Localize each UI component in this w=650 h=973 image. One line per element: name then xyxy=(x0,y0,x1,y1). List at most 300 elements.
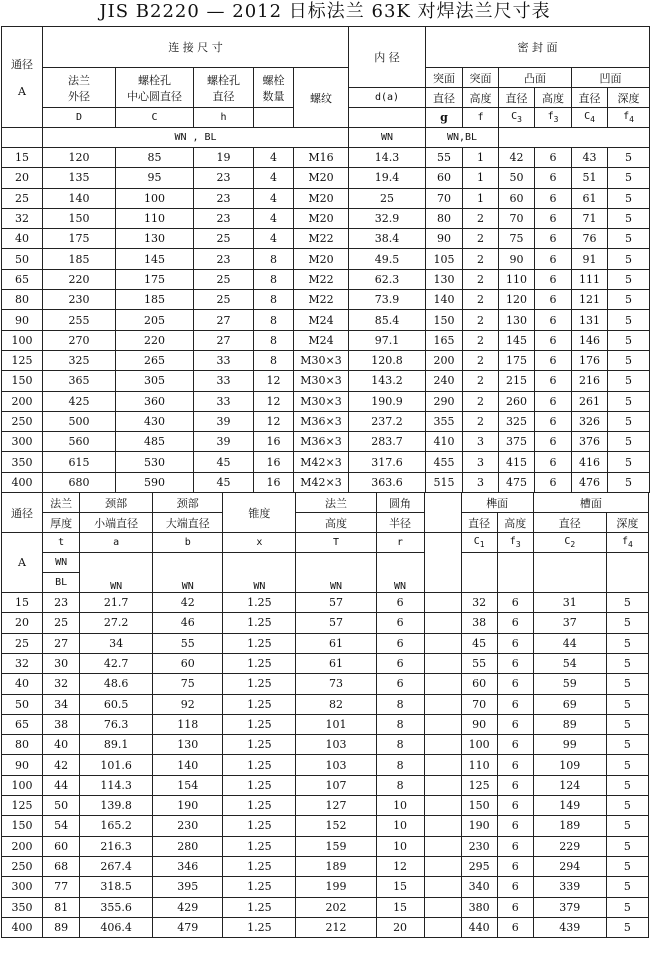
table-cell: 159 xyxy=(296,836,376,856)
t2-header-neck-small-sym: a xyxy=(80,533,153,553)
header-thread: 螺纹 xyxy=(294,68,349,128)
table-cell: 6 xyxy=(535,168,572,188)
table-cell: 145 xyxy=(116,249,194,269)
table-cell: 6 xyxy=(535,249,572,269)
table-cell: 10 xyxy=(376,836,424,856)
table-cell: 68 xyxy=(43,856,80,876)
table-cell: 60 xyxy=(153,653,223,673)
table-cell: 202 xyxy=(296,897,376,917)
table-cell: 20 xyxy=(2,168,43,188)
table-cell: 4 xyxy=(254,229,294,249)
table-cell: 290 xyxy=(426,391,463,411)
table-cell: 317.6 xyxy=(349,452,426,472)
t2-header-taper: 锥度 xyxy=(223,493,296,533)
t2-header-neck-large: 颈部 xyxy=(153,493,223,513)
table-cell: 154 xyxy=(153,775,223,795)
table-cell: 2 xyxy=(463,290,499,310)
table2-body xyxy=(2,593,649,938)
table-cell: 46 xyxy=(153,613,223,633)
table-row xyxy=(2,694,649,714)
table-cell: 6 xyxy=(497,735,533,755)
t2-header-blank4 xyxy=(606,553,648,593)
page-title: JIS B2220 — 2012 日标法兰 63K 对焊法兰尺寸表 xyxy=(99,1,551,22)
table-cell: 12 xyxy=(254,411,294,431)
table-cell: 77 xyxy=(43,877,80,897)
t2-header-thick: 法兰 xyxy=(43,493,80,513)
table-cell: 81 xyxy=(43,897,80,917)
table-cell: 57 xyxy=(296,613,376,633)
table-cell: 2 xyxy=(463,391,499,411)
table-cell: 5 xyxy=(606,836,648,856)
t2-header-radius-sym: r xyxy=(376,533,424,553)
table-cell: 27 xyxy=(194,330,254,350)
neck-dimensions-table xyxy=(1,492,649,938)
table-cell: 280 xyxy=(153,836,223,856)
table-cell: 515 xyxy=(426,472,463,492)
table-gap-cell xyxy=(424,816,461,836)
table-cell: 60 xyxy=(43,836,80,856)
table-cell: 16 xyxy=(254,452,294,472)
table-row xyxy=(2,653,649,673)
table-row xyxy=(2,877,649,897)
t2-header-neck-large2: 大端直径 xyxy=(153,513,223,533)
table-cell: 200 xyxy=(2,836,43,856)
table-cell: 33 xyxy=(194,350,254,370)
table-cell: 2 xyxy=(463,229,499,249)
table-row xyxy=(2,249,650,269)
table-cell: 350 xyxy=(2,897,43,917)
table-cell: 1.25 xyxy=(223,775,296,795)
table-cell: 237.2 xyxy=(349,411,426,431)
table-cell: 19 xyxy=(194,148,254,168)
table-cell: 6 xyxy=(535,310,572,330)
table-cell: 4 xyxy=(254,168,294,188)
table-cell: 2 xyxy=(463,371,499,391)
table-cell: 70 xyxy=(499,208,535,228)
table-cell: 3 xyxy=(463,472,499,492)
t2-header-blank1 xyxy=(461,553,497,593)
table-row xyxy=(2,148,650,168)
table-cell: 363.6 xyxy=(349,472,426,492)
table-cell: 140 xyxy=(153,755,223,775)
table-cell: 1.25 xyxy=(223,917,296,937)
header-wnbl2: WN,BL xyxy=(426,128,499,148)
table-cell: 400 xyxy=(2,917,43,937)
table-cell: 2 xyxy=(463,330,499,350)
table-cell: M24 xyxy=(294,330,349,350)
table-cell: 415 xyxy=(499,452,535,472)
table-cell: 615 xyxy=(43,452,116,472)
table-cell: 34 xyxy=(43,694,80,714)
t2-header-thick-wn: WN xyxy=(43,553,80,573)
table-cell: 50 xyxy=(43,796,80,816)
table-cell: 1.25 xyxy=(223,816,296,836)
table-cell: M20 xyxy=(294,208,349,228)
t2-header-f3: $f_3$ xyxy=(497,533,533,553)
table-gap-cell xyxy=(424,714,461,734)
table-cell: 5 xyxy=(608,432,650,452)
table-cell: 175 xyxy=(43,229,116,249)
table-row xyxy=(2,411,650,431)
table-cell: 5 xyxy=(608,188,650,208)
table-cell: 190 xyxy=(461,816,497,836)
table-cell: 111 xyxy=(572,269,608,289)
table-cell: 6 xyxy=(535,290,572,310)
table-gap-cell xyxy=(424,633,461,653)
table-cell: 479 xyxy=(153,917,223,937)
table-cell: 185 xyxy=(43,249,116,269)
table-cell: 25 xyxy=(194,269,254,289)
table-cell: 295 xyxy=(461,856,497,876)
table-cell: 1.25 xyxy=(223,674,296,694)
t2-header-tongue-ht: 高度 xyxy=(497,513,533,533)
table-cell: 55 xyxy=(426,148,463,168)
t2-header-thick-bl: BL xyxy=(43,573,80,593)
table-cell: 429 xyxy=(153,897,223,917)
table-cell: 51 xyxy=(572,168,608,188)
table-cell: 5 xyxy=(608,168,650,188)
table-cell: 105 xyxy=(426,249,463,269)
t2-header-thick2: 厚度 xyxy=(43,513,80,533)
table-cell: M20 xyxy=(294,168,349,188)
table-cell: 10 xyxy=(376,796,424,816)
table-cell: 75 xyxy=(153,674,223,694)
table-cell: M24 xyxy=(294,310,349,330)
table-cell: 8 xyxy=(254,350,294,370)
table-cell: 250 xyxy=(2,856,43,876)
table-row xyxy=(2,472,650,492)
header-dn: 通径 A xyxy=(2,27,43,128)
table-cell: 44 xyxy=(533,633,606,653)
table-cell: 475 xyxy=(499,472,535,492)
table-cell: 49.5 xyxy=(349,249,426,269)
table-row xyxy=(2,796,649,816)
table-cell: 5 xyxy=(606,755,648,775)
table-row xyxy=(2,350,650,370)
table-cell: 5 xyxy=(606,877,648,897)
table-cell: M36×3 xyxy=(294,411,349,431)
table-cell: 76 xyxy=(572,229,608,249)
table-cell: 45 xyxy=(461,633,497,653)
t2-header-taper-sym: x xyxy=(223,533,296,553)
table-cell: 125 xyxy=(2,796,43,816)
table-cell: 2 xyxy=(463,310,499,330)
table-cell: 5 xyxy=(608,249,650,269)
table-cell: 62.3 xyxy=(349,269,426,289)
table-cell: 6 xyxy=(535,371,572,391)
table-cell: 21.7 xyxy=(80,593,153,613)
table-cell: 150 xyxy=(2,816,43,836)
table-cell: 230 xyxy=(43,290,116,310)
table-cell: 12 xyxy=(254,371,294,391)
table-cell: 75 xyxy=(499,229,535,249)
table-cell: 5 xyxy=(606,613,648,633)
table-cell: 139.8 xyxy=(80,796,153,816)
table-cell: 124 xyxy=(533,775,606,795)
table-cell: 455 xyxy=(426,452,463,472)
table-cell: 265 xyxy=(116,350,194,370)
table-cell: 6 xyxy=(535,330,572,350)
table-cell: 350 xyxy=(2,452,43,472)
header-f4: $f_4$ xyxy=(608,108,650,128)
table-cell: 25 xyxy=(2,633,43,653)
table-cell: 340 xyxy=(461,877,497,897)
table-cell: 55 xyxy=(461,653,497,673)
table-cell: 130 xyxy=(153,735,223,755)
table-cell: 590 xyxy=(116,472,194,492)
table-cell: 16 xyxy=(254,472,294,492)
table-cell: 5 xyxy=(608,148,650,168)
table-cell: 8 xyxy=(376,714,424,734)
table-cell: 103 xyxy=(296,735,376,755)
table-cell: 185 xyxy=(116,290,194,310)
table-cell: 6 xyxy=(535,269,572,289)
table1-body xyxy=(2,148,650,493)
table-row xyxy=(2,371,650,391)
table-cell: 215 xyxy=(499,371,535,391)
table-cell: 5 xyxy=(608,310,650,330)
table-cell: 5 xyxy=(608,229,650,249)
table-cell: 8 xyxy=(254,330,294,350)
table-cell: 125 xyxy=(461,775,497,795)
table-cell: 45 xyxy=(194,452,254,472)
table-cell: 14.3 xyxy=(349,148,426,168)
table-cell: 5 xyxy=(606,796,648,816)
table-cell: 23 xyxy=(194,249,254,269)
table-cell: 31 xyxy=(533,593,606,613)
table-cell: 1.25 xyxy=(223,735,296,755)
table-cell: 32 xyxy=(2,653,43,673)
t2-header-height: 法兰 xyxy=(296,493,376,513)
table-cell: 39 xyxy=(194,411,254,431)
table-row xyxy=(2,432,650,452)
header-wnbl: WN , BL xyxy=(43,128,349,148)
table-cell: 2 xyxy=(463,208,499,228)
table-cell: 57 xyxy=(296,593,376,613)
table-row xyxy=(2,836,649,856)
table-cell: 143.2 xyxy=(349,371,426,391)
table-cell: 270 xyxy=(43,330,116,350)
table-row xyxy=(2,897,649,917)
header-c4: $C_4$ xyxy=(572,108,608,128)
header-hole: 螺栓孔 直径 xyxy=(194,68,254,108)
table-cell: M42×3 xyxy=(294,472,349,492)
table-row xyxy=(2,674,649,694)
table-cell: 440 xyxy=(461,917,497,937)
table-cell: 12 xyxy=(376,856,424,876)
table-cell: 6 xyxy=(497,917,533,937)
table-cell: 6 xyxy=(535,411,572,431)
table-cell: 261 xyxy=(572,391,608,411)
table-cell: 8 xyxy=(376,775,424,795)
table-cell: 365 xyxy=(43,371,116,391)
header-rf-dia: 突面 xyxy=(426,68,463,88)
table-gap-cell xyxy=(424,674,461,694)
table-cell: 1.25 xyxy=(223,796,296,816)
table-gap-cell xyxy=(424,755,461,775)
table-cell: 325 xyxy=(43,350,116,370)
table-cell: 60.5 xyxy=(80,694,153,714)
table-cell: 318.5 xyxy=(80,877,153,897)
table-cell: 85.4 xyxy=(349,310,426,330)
table-cell: 145 xyxy=(499,330,535,350)
table-cell: 5 xyxy=(606,775,648,795)
table-cell: 267.4 xyxy=(80,856,153,876)
header-f3: $f_3$ xyxy=(535,108,572,128)
t2-header-radius2: 半径 xyxy=(376,513,424,533)
table-cell: 439 xyxy=(533,917,606,937)
table-cell: M20 xyxy=(294,249,349,269)
table-cell: 1.25 xyxy=(223,755,296,775)
table-cell: 6 xyxy=(376,613,424,633)
table-cell: 121 xyxy=(572,290,608,310)
table-cell: 54 xyxy=(43,816,80,836)
header-bolt-sym xyxy=(254,108,294,128)
table-cell: 6 xyxy=(376,633,424,653)
table-cell: 61 xyxy=(296,653,376,673)
table-cell: M30×3 xyxy=(294,371,349,391)
table-cell: 1.25 xyxy=(223,653,296,673)
table-cell: 27 xyxy=(43,633,80,653)
header-pcd: 螺栓孔 中心圆直径 xyxy=(116,68,194,108)
table-cell: 6 xyxy=(535,391,572,411)
table-cell: 325 xyxy=(499,411,535,431)
table-cell: 1.25 xyxy=(223,633,296,653)
table-cell: 5 xyxy=(608,472,650,492)
table-cell: 101 xyxy=(296,714,376,734)
table-cell: 5 xyxy=(606,593,648,613)
t2-header-groove-depth: 深度 xyxy=(606,513,648,533)
t2-header-groove-dia: 直径 xyxy=(533,513,606,533)
table-cell: 110 xyxy=(461,755,497,775)
table-cell: 6 xyxy=(497,694,533,714)
table-cell: 70 xyxy=(461,694,497,714)
header-wn: WN xyxy=(349,128,426,148)
t2-header-blank2 xyxy=(497,553,533,593)
table-cell: 100 xyxy=(2,775,43,795)
table-cell: 15 xyxy=(2,148,43,168)
table-row xyxy=(2,391,650,411)
table-cell: 50 xyxy=(2,249,43,269)
table-cell: 38 xyxy=(461,613,497,633)
table-cell: 146 xyxy=(572,330,608,350)
table-row xyxy=(2,714,649,734)
table-cell: 220 xyxy=(43,269,116,289)
t2-header-dn-sym: A xyxy=(2,533,43,593)
table-row xyxy=(2,856,649,876)
table-gap-cell xyxy=(424,897,461,917)
table-cell: 260 xyxy=(499,391,535,411)
table-cell: 38.4 xyxy=(349,229,426,249)
table-cell: 205 xyxy=(116,310,194,330)
table-cell: 6 xyxy=(376,674,424,694)
table-cell: 85 xyxy=(116,148,194,168)
table-cell: 3 xyxy=(463,452,499,472)
table-cell: 250 xyxy=(2,411,43,431)
table-cell: 5 xyxy=(608,371,650,391)
table-cell: 189 xyxy=(533,816,606,836)
header-rf-height2: 高度 xyxy=(463,88,499,108)
table-cell: 10 xyxy=(376,816,424,836)
table-cell: 99 xyxy=(533,735,606,755)
table-cell: 120.8 xyxy=(349,350,426,370)
table-cell: 42 xyxy=(499,148,535,168)
header-connection: 连 接 尺 寸 xyxy=(43,27,349,68)
table-cell: 6 xyxy=(497,775,533,795)
table-cell: 32 xyxy=(2,208,43,228)
table-cell: 1.25 xyxy=(223,877,296,897)
table-row xyxy=(2,168,650,188)
table-cell: 300 xyxy=(2,877,43,897)
table-cell: 69 xyxy=(533,694,606,714)
table-cell: 216 xyxy=(572,371,608,391)
table-cell: 5 xyxy=(606,735,648,755)
table-cell: 150 xyxy=(2,371,43,391)
t2-header-thick-sym: t xyxy=(43,533,80,553)
table-cell: 40 xyxy=(2,674,43,694)
table-cell: 140 xyxy=(43,188,116,208)
table-cell: 6 xyxy=(535,188,572,208)
t2-header-wn-a: WN xyxy=(80,553,153,593)
table-cell: 12 xyxy=(254,391,294,411)
table-cell: 60 xyxy=(499,188,535,208)
header-male: 凸面 xyxy=(499,68,572,88)
table-cell: 425 xyxy=(43,391,116,411)
table-cell: 150 xyxy=(426,310,463,330)
table-cell: 25 xyxy=(349,188,426,208)
header-rf-height: 突面 xyxy=(463,68,499,88)
t2-header-gap xyxy=(424,493,461,533)
table-cell: 2 xyxy=(463,411,499,431)
table-gap-cell xyxy=(424,694,461,714)
table-cell: 8 xyxy=(376,694,424,714)
t2-header-f4: $f_4$ xyxy=(606,533,648,553)
table-cell: 130 xyxy=(426,269,463,289)
table-row xyxy=(2,613,649,633)
table-cell: M36×3 xyxy=(294,432,349,452)
table-cell: 406.4 xyxy=(80,917,153,937)
table-cell: 114.3 xyxy=(80,775,153,795)
table-cell: 5 xyxy=(606,653,648,673)
header-flange-od: 法兰 外径 xyxy=(43,68,116,108)
table-cell: 33 xyxy=(194,391,254,411)
table-cell: 8 xyxy=(254,249,294,269)
table-cell: 165 xyxy=(426,330,463,350)
table-gap-cell xyxy=(424,613,461,633)
table-cell: 216.3 xyxy=(80,836,153,856)
table-cell: 2 xyxy=(463,269,499,289)
table-cell: 23 xyxy=(194,188,254,208)
table-cell: 150 xyxy=(461,796,497,816)
table-gap-cell xyxy=(424,796,461,816)
t2-header-height2: 高度 xyxy=(296,513,376,533)
table-cell: 305 xyxy=(116,371,194,391)
table-cell: 89 xyxy=(43,917,80,937)
table-gap-cell xyxy=(424,917,461,937)
table-cell: 150 xyxy=(43,208,116,228)
header-female-dia: 直径 xyxy=(572,88,608,108)
table-cell: 8 xyxy=(254,310,294,330)
table-cell: 34 xyxy=(80,633,153,653)
table-cell: 135 xyxy=(43,168,116,188)
table-cell: 40 xyxy=(2,229,43,249)
table-cell: 80 xyxy=(426,208,463,228)
table-cell: 90 xyxy=(499,249,535,269)
table-cell: 5 xyxy=(608,350,650,370)
table-row xyxy=(2,633,649,653)
table-cell: 190.9 xyxy=(349,391,426,411)
table-cell: 6 xyxy=(497,877,533,897)
